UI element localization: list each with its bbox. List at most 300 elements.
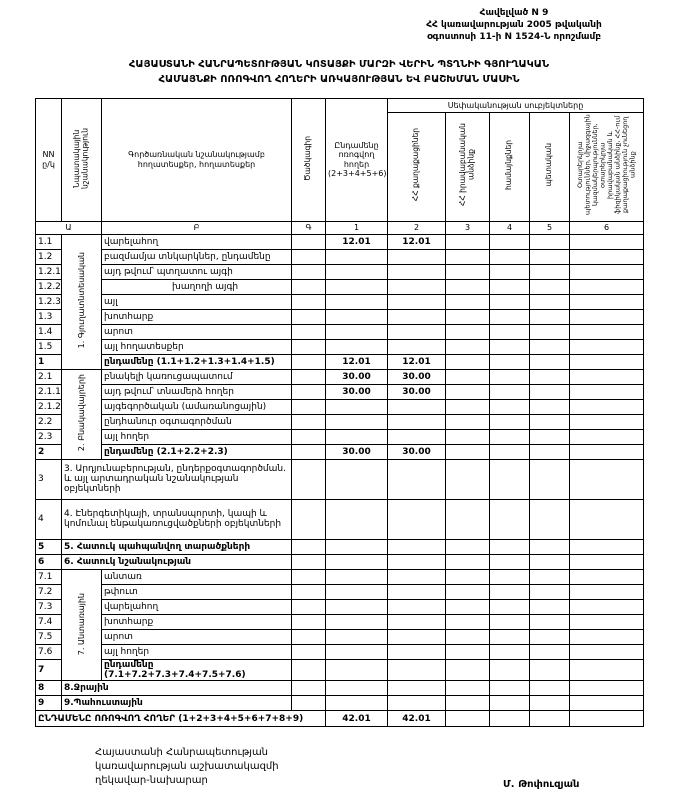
land-type-cell: ընդամենը (7.1+7.2+7.3+7.4+7.5+7.6) xyxy=(102,659,292,681)
total-value-cell xyxy=(326,294,388,309)
community-value-cell xyxy=(490,584,530,599)
community-value-cell xyxy=(490,414,530,429)
title-line-1: ՀԱՅԱՍՏԱՆԻ ՀԱՆՐԱՊԵՏՈՒԹՅԱՆ ԿՈՏԱՅՔԻ ՄԱՐԶԻ ՎԵՐԻՆ ՊՏՂՆԻԻ ԳՅՈՒՂԱԿԱՆ xyxy=(128,59,550,70)
land-type-cell: անտառ xyxy=(102,569,292,584)
total-value-cell xyxy=(326,584,388,599)
citizens-value-cell: 30.00 xyxy=(388,384,446,399)
grand-total-row xyxy=(36,711,644,727)
legal-entities-value-cell xyxy=(446,644,490,659)
foreign-value-cell xyxy=(570,459,644,499)
community-value-cell xyxy=(490,399,530,414)
legal-entities-value-cell xyxy=(446,399,490,414)
code-cell xyxy=(292,554,326,569)
foreign-value-cell xyxy=(570,554,644,569)
legal-entities-value-cell xyxy=(446,696,490,711)
state-value-cell xyxy=(530,414,570,429)
legal-entities-value-cell xyxy=(446,599,490,614)
state-value-cell xyxy=(530,599,570,614)
legal-entities-value-cell xyxy=(446,429,490,444)
citizens-value-cell xyxy=(388,659,446,681)
state-value-cell xyxy=(530,459,570,499)
foreign-value-cell xyxy=(570,339,644,354)
citizens-value-cell xyxy=(388,459,446,499)
legal-entities-value-cell xyxy=(446,629,490,644)
land-type-cell: այլ հողատեսքեր xyxy=(102,339,292,354)
category-label-cell: 6. Հատուկ նշանակության xyxy=(62,554,292,569)
state-value-cell xyxy=(530,249,570,264)
foreign-value-cell xyxy=(570,279,644,294)
signature-line-3: ղեկավար-նախարար xyxy=(95,775,208,786)
table-row xyxy=(36,429,644,444)
legal-entities-value-cell xyxy=(446,659,490,681)
foreign-value-cell xyxy=(570,309,644,324)
total-value-cell xyxy=(326,339,388,354)
citizens-value-cell xyxy=(388,614,446,629)
code-cell xyxy=(292,569,326,584)
table-row xyxy=(36,354,644,369)
code-cell xyxy=(292,459,326,499)
letter-cell-1: 1 xyxy=(326,221,388,234)
foreign-value-cell xyxy=(570,429,644,444)
col-header-nn: NN ը/կ xyxy=(36,99,62,222)
code-cell xyxy=(292,614,326,629)
state-value-cell xyxy=(530,629,570,644)
row-number-cell: 2.1 xyxy=(36,369,62,384)
total-value-cell xyxy=(326,629,388,644)
letter-cell-4: 4 xyxy=(490,221,530,234)
land-type-cell: արոտ xyxy=(102,324,292,339)
appendix-block xyxy=(384,7,644,43)
code-cell xyxy=(292,384,326,399)
legal-entities-value-cell xyxy=(446,614,490,629)
total-value-cell xyxy=(326,264,388,279)
total-value-cell xyxy=(326,539,388,554)
foreign-value-cell xyxy=(570,384,644,399)
community-header-label: համայնքներ xyxy=(504,140,514,190)
legal-entities-value-cell xyxy=(446,459,490,499)
row-number-cell: 7 xyxy=(36,659,62,681)
code-cell xyxy=(292,599,326,614)
signatory-name: Մ. Թոփուզյան xyxy=(503,779,580,790)
community-value-cell xyxy=(490,309,530,324)
community-value-cell xyxy=(490,279,530,294)
state-value-cell xyxy=(530,499,570,539)
row-number-cell: 1 xyxy=(36,354,62,369)
community-value-cell xyxy=(490,629,530,644)
state-value-cell xyxy=(530,681,570,696)
letter-cell-a: Ա xyxy=(36,221,102,234)
legal-entities-value-cell xyxy=(446,279,490,294)
legal-entities-header-label: ՀՀ իրավաբանական անձինք xyxy=(457,123,476,207)
category-label-cell: 3. Արդյունաբերության, ընդերքօգտագործման. և այլ արտադրական նշանակության օբյեկտների xyxy=(62,459,292,499)
row-number-cell: 1.4 xyxy=(36,324,62,339)
code-header-label: Ծածկագիր xyxy=(303,136,313,182)
community-value-cell xyxy=(490,614,530,629)
community-value-cell xyxy=(490,444,530,459)
citizens-value-cell xyxy=(388,644,446,659)
foreign-value-cell xyxy=(570,614,644,629)
foreign-value-cell xyxy=(570,584,644,599)
land-type-cell: խոտհարք xyxy=(102,309,292,324)
legal-entities-value-cell xyxy=(446,309,490,324)
grand-total-empty-cell xyxy=(530,711,570,727)
table-row xyxy=(36,659,644,681)
col-header-community xyxy=(490,113,530,222)
land-type-cell: այլ հողեր xyxy=(102,644,292,659)
community-value-cell xyxy=(490,429,530,444)
citizens-value-cell xyxy=(388,414,446,429)
total-value-cell xyxy=(326,681,388,696)
code-cell xyxy=(292,629,326,644)
table-row xyxy=(36,339,644,354)
ownership-group-header: Սեփականության սուբյեկտները xyxy=(388,99,644,113)
total-value-cell xyxy=(326,414,388,429)
citizens-value-cell xyxy=(388,279,446,294)
row-number-cell: 1.3 xyxy=(36,309,62,324)
state-value-cell xyxy=(530,659,570,681)
code-cell xyxy=(292,324,326,339)
document-title xyxy=(0,58,678,87)
code-cell xyxy=(292,294,326,309)
community-value-cell xyxy=(490,384,530,399)
state-header-label: պետական xyxy=(544,143,554,187)
letter-cell-3: 3 xyxy=(446,221,490,234)
table-row xyxy=(36,681,644,696)
citizens-value-cell xyxy=(388,264,446,279)
table-row xyxy=(36,614,644,629)
table-row xyxy=(36,414,644,429)
code-cell xyxy=(292,539,326,554)
citizens-value-cell xyxy=(388,294,446,309)
code-cell xyxy=(292,234,326,249)
section-vertical-label: 7. Անտառային xyxy=(76,592,86,655)
community-value-cell xyxy=(490,539,530,554)
grand-total-value: 42.01 xyxy=(326,711,388,727)
citizens-value-cell xyxy=(388,399,446,414)
community-value-cell xyxy=(490,339,530,354)
code-cell xyxy=(292,499,326,539)
state-value-cell xyxy=(530,584,570,599)
citizens-value-cell: 30.00 xyxy=(388,369,446,384)
community-value-cell xyxy=(490,459,530,499)
foreign-value-cell xyxy=(570,249,644,264)
land-type-cell: այգեգործական (ամառանոցային) xyxy=(102,399,292,414)
citizens-value-cell: 30.00 xyxy=(388,444,446,459)
legal-entities-value-cell xyxy=(446,681,490,696)
table-row xyxy=(36,279,644,294)
code-cell xyxy=(292,429,326,444)
citizens-value-cell xyxy=(388,429,446,444)
state-value-cell xyxy=(530,339,570,354)
code-cell xyxy=(292,249,326,264)
foreign-value-cell xyxy=(570,499,644,539)
appendix-number: Հավելված N 9 xyxy=(479,8,549,18)
state-value-cell xyxy=(530,294,570,309)
total-value-cell xyxy=(326,324,388,339)
total-value-cell xyxy=(326,599,388,614)
community-value-cell xyxy=(490,681,530,696)
section-label-cell xyxy=(62,234,102,369)
foreign-value-cell xyxy=(570,644,644,659)
total-value-cell: 30.00 xyxy=(326,384,388,399)
code-cell xyxy=(292,399,326,414)
col-header-foreign xyxy=(570,113,644,222)
land-type-cell: բնակելի կառուցապատում xyxy=(102,369,292,384)
legal-entities-value-cell xyxy=(446,339,490,354)
category-label-cell: 9.Պահուստային xyxy=(62,696,292,711)
table-row xyxy=(36,384,644,399)
col-header-total: Ընդամենը ոռոգվող հողեր (2+3+4+5+6) xyxy=(326,99,388,222)
state-value-cell xyxy=(530,279,570,294)
section-label-cell xyxy=(62,569,102,681)
foreign-value-cell xyxy=(570,444,644,459)
total-value-cell xyxy=(326,279,388,294)
citizens-value-cell xyxy=(388,309,446,324)
foreign-value-cell xyxy=(570,324,644,339)
state-value-cell xyxy=(530,696,570,711)
code-cell xyxy=(292,444,326,459)
legal-entities-value-cell xyxy=(446,234,490,249)
group-header-row xyxy=(36,99,644,113)
citizens-value-cell xyxy=(388,499,446,539)
land-type-cell: բազմամյա տնկարկներ, ընդամենը xyxy=(102,249,292,264)
land-type-cell: արոտ xyxy=(102,629,292,644)
state-value-cell xyxy=(530,444,570,459)
legal-entities-value-cell xyxy=(446,499,490,539)
community-value-cell xyxy=(490,554,530,569)
citizens-value-cell xyxy=(388,584,446,599)
total-value-cell xyxy=(326,459,388,499)
foreign-value-cell xyxy=(570,354,644,369)
citizens-value-cell xyxy=(388,539,446,554)
state-value-cell xyxy=(530,354,570,369)
land-type-cell: այդ թվում՝ պտղատու այգի xyxy=(102,264,292,279)
community-value-cell xyxy=(490,644,530,659)
legal-entities-value-cell xyxy=(446,569,490,584)
table-row xyxy=(36,369,644,384)
code-cell xyxy=(292,584,326,599)
col-header-land-types: Գործառնական նշանակությամբ հողատեսքեր, հողատեսքեր xyxy=(102,99,292,222)
land-type-cell: թփուտ xyxy=(102,584,292,599)
category-label-cell: 8.Ջրային xyxy=(62,681,292,696)
title-line-2: ՀԱՄԱՅՆՔԻ ՈՌՈԳՎՈՂ ՀՈՂԵՐԻ ԱՌԿԱՅՈՒԹՅԱՆ ԵՎ ԲԱՇԽՄԱՆ ՄԱՍԻՆ xyxy=(158,73,520,85)
col-header-legal-entities xyxy=(446,113,490,222)
citizens-header-label: ՀՀ քաղաքացիներ xyxy=(411,128,421,202)
total-value-cell xyxy=(326,644,388,659)
code-cell xyxy=(292,339,326,354)
foreign-value-cell xyxy=(570,234,644,249)
grand-total-empty-cell xyxy=(446,711,490,727)
irrigated-lands-table xyxy=(35,98,644,727)
state-value-cell xyxy=(530,614,570,629)
foreign-value-cell xyxy=(570,599,644,614)
citizens-value-cell: 12.01 xyxy=(388,234,446,249)
legal-entities-value-cell xyxy=(446,369,490,384)
signature-block xyxy=(95,746,279,788)
legal-entities-value-cell xyxy=(446,539,490,554)
table-row xyxy=(36,569,644,584)
total-value-cell xyxy=(326,614,388,629)
community-value-cell xyxy=(490,569,530,584)
land-type-cell: ընդհանուր օգտագործման xyxy=(102,414,292,429)
legal-entities-value-cell xyxy=(446,354,490,369)
community-value-cell xyxy=(490,249,530,264)
total-value-cell xyxy=(326,399,388,414)
row-number-cell: 4 xyxy=(36,499,62,539)
total-value-cell: 30.00 xyxy=(326,444,388,459)
row-number-cell: 5 xyxy=(36,539,62,554)
code-cell xyxy=(292,279,326,294)
section-vertical-label: 1. Գյուղատնտեսական xyxy=(76,252,86,349)
table-row xyxy=(36,294,644,309)
state-value-cell xyxy=(530,399,570,414)
code-cell xyxy=(292,354,326,369)
table-row xyxy=(36,444,644,459)
land-type-cell: ընդամենը (1.1+1.2+1.3+1.4+1.5) xyxy=(102,354,292,369)
col-header-citizens xyxy=(388,113,446,222)
citizens-value-cell xyxy=(388,696,446,711)
row-number-cell: 1.2.3 xyxy=(36,294,62,309)
table-row xyxy=(36,644,644,659)
code-cell xyxy=(292,369,326,384)
code-cell xyxy=(292,696,326,711)
total-value-cell: 30.00 xyxy=(326,369,388,384)
legal-entities-value-cell xyxy=(446,554,490,569)
community-value-cell xyxy=(490,324,530,339)
state-value-cell xyxy=(530,324,570,339)
state-value-cell xyxy=(530,554,570,569)
legal-entities-value-cell xyxy=(446,444,490,459)
section-vertical-label: 2. Բնակավայրերի xyxy=(76,374,86,452)
citizens-value-cell xyxy=(388,629,446,644)
state-value-cell xyxy=(530,264,570,279)
table-row xyxy=(36,554,644,569)
category-label-cell: 4. Էներգետիկայի, տրանսպորտի, կապի և կոմունալ ենթակառուցվածքների օբյեկտների xyxy=(62,499,292,539)
land-type-cell: խաղողի այգի xyxy=(102,279,292,294)
state-value-cell xyxy=(530,429,570,444)
column-letters-row xyxy=(36,221,644,234)
signature-line-1: Հայաստանի Հանրապետության xyxy=(95,747,269,758)
state-value-cell xyxy=(530,234,570,249)
land-type-cell: այդ թվում՝ տնամերձ հողեր xyxy=(102,384,292,399)
letter-cell-b: Բ xyxy=(102,221,292,234)
citizens-value-cell xyxy=(388,554,446,569)
legal-entities-value-cell xyxy=(446,414,490,429)
community-value-cell xyxy=(490,499,530,539)
total-value-cell xyxy=(326,249,388,264)
table-row xyxy=(36,459,644,499)
total-value-cell xyxy=(326,429,388,444)
row-number-cell: 7.1 xyxy=(36,569,62,584)
row-number-cell: 9 xyxy=(36,696,62,711)
table-row xyxy=(36,309,644,324)
code-cell xyxy=(292,644,326,659)
row-number-cell: 2 xyxy=(36,444,62,459)
letter-cell-6: 6 xyxy=(570,221,644,234)
legal-entities-value-cell xyxy=(446,294,490,309)
row-number-cell: 2.2 xyxy=(36,414,62,429)
row-number-cell: 7.2 xyxy=(36,584,62,599)
col-header-code xyxy=(292,99,326,222)
signature-line-2: կառավարության աշխատակազմի xyxy=(95,761,279,772)
letter-cell-2: 2 xyxy=(388,221,446,234)
category-label-cell: 5. Հատուկ պահպանվող տարածքների xyxy=(62,539,292,554)
community-value-cell xyxy=(490,659,530,681)
legal-entities-value-cell xyxy=(446,324,490,339)
community-value-cell xyxy=(490,294,530,309)
code-cell xyxy=(292,264,326,279)
total-value-cell xyxy=(326,696,388,711)
col-header-state xyxy=(530,113,570,222)
community-value-cell xyxy=(490,599,530,614)
code-cell xyxy=(292,659,326,681)
legal-entities-value-cell xyxy=(446,249,490,264)
row-number-cell: 1.2.1 xyxy=(36,264,62,279)
row-number-cell: 2.1.1 xyxy=(36,384,62,399)
foreign-header-label: Օտարերկրյա պետություններ, միջազգային կազմակերպություններ, օտարերկրյա իրավաբանական և ֆիզիկական անձինք, ՀՀ-ում քաղաքացիություն չունեցող անձինք xyxy=(575,114,636,216)
table-header xyxy=(36,99,644,235)
table-row xyxy=(36,264,644,279)
community-value-cell xyxy=(490,354,530,369)
grand-total-empty-cell xyxy=(490,711,530,727)
total-value-cell xyxy=(326,659,388,681)
row-number-cell: 7.5 xyxy=(36,629,62,644)
row-number-cell: 1.2 xyxy=(36,249,62,264)
row-number-cell: 7.6 xyxy=(36,644,62,659)
table-body xyxy=(36,234,644,711)
state-value-cell xyxy=(530,644,570,659)
col-header-purpose xyxy=(62,99,102,222)
code-cell xyxy=(292,309,326,324)
row-number-cell: 2.3 xyxy=(36,429,62,444)
table-row xyxy=(36,539,644,554)
foreign-value-cell xyxy=(570,539,644,554)
citizens-value-cell xyxy=(388,324,446,339)
foreign-value-cell xyxy=(570,264,644,279)
state-value-cell xyxy=(530,369,570,384)
land-type-cell: այլ հողեր xyxy=(102,429,292,444)
total-value-cell xyxy=(326,499,388,539)
foreign-value-cell xyxy=(570,569,644,584)
table-row xyxy=(36,234,644,249)
citizens-value-cell xyxy=(388,569,446,584)
grand-total-empty-cell xyxy=(570,711,644,727)
citizens-value-cell: 12.01 xyxy=(388,354,446,369)
appendix-government-line: ՀՀ կառավարության 2005 թվականի xyxy=(426,20,602,31)
row-number-cell: 8 xyxy=(36,681,62,696)
letter-cell-g: Գ xyxy=(292,221,326,234)
table-row xyxy=(36,499,644,539)
purpose-header-label: Նպատակային նշանակություն xyxy=(71,128,90,190)
code-cell xyxy=(292,414,326,429)
citizens-value-cell xyxy=(388,339,446,354)
foreign-value-cell xyxy=(570,399,644,414)
code-cell xyxy=(292,681,326,696)
community-value-cell xyxy=(490,264,530,279)
table-row xyxy=(36,399,644,414)
table-row xyxy=(36,696,644,711)
legal-entities-value-cell xyxy=(446,384,490,399)
section-label-cell xyxy=(62,369,102,459)
legal-entities-value-cell xyxy=(446,584,490,599)
table-row xyxy=(36,629,644,644)
grand-total-label: ԸՆԴԱՄԵՆԸ ՈՌՈԳՎՈՂ ՀՈՂԵՐ (1+2+3+4+5+6+7+8+9) xyxy=(36,711,326,727)
table-row xyxy=(36,324,644,339)
row-number-cell: 2.1.2 xyxy=(36,399,62,414)
total-value-cell xyxy=(326,569,388,584)
state-value-cell xyxy=(530,309,570,324)
table-row xyxy=(36,584,644,599)
